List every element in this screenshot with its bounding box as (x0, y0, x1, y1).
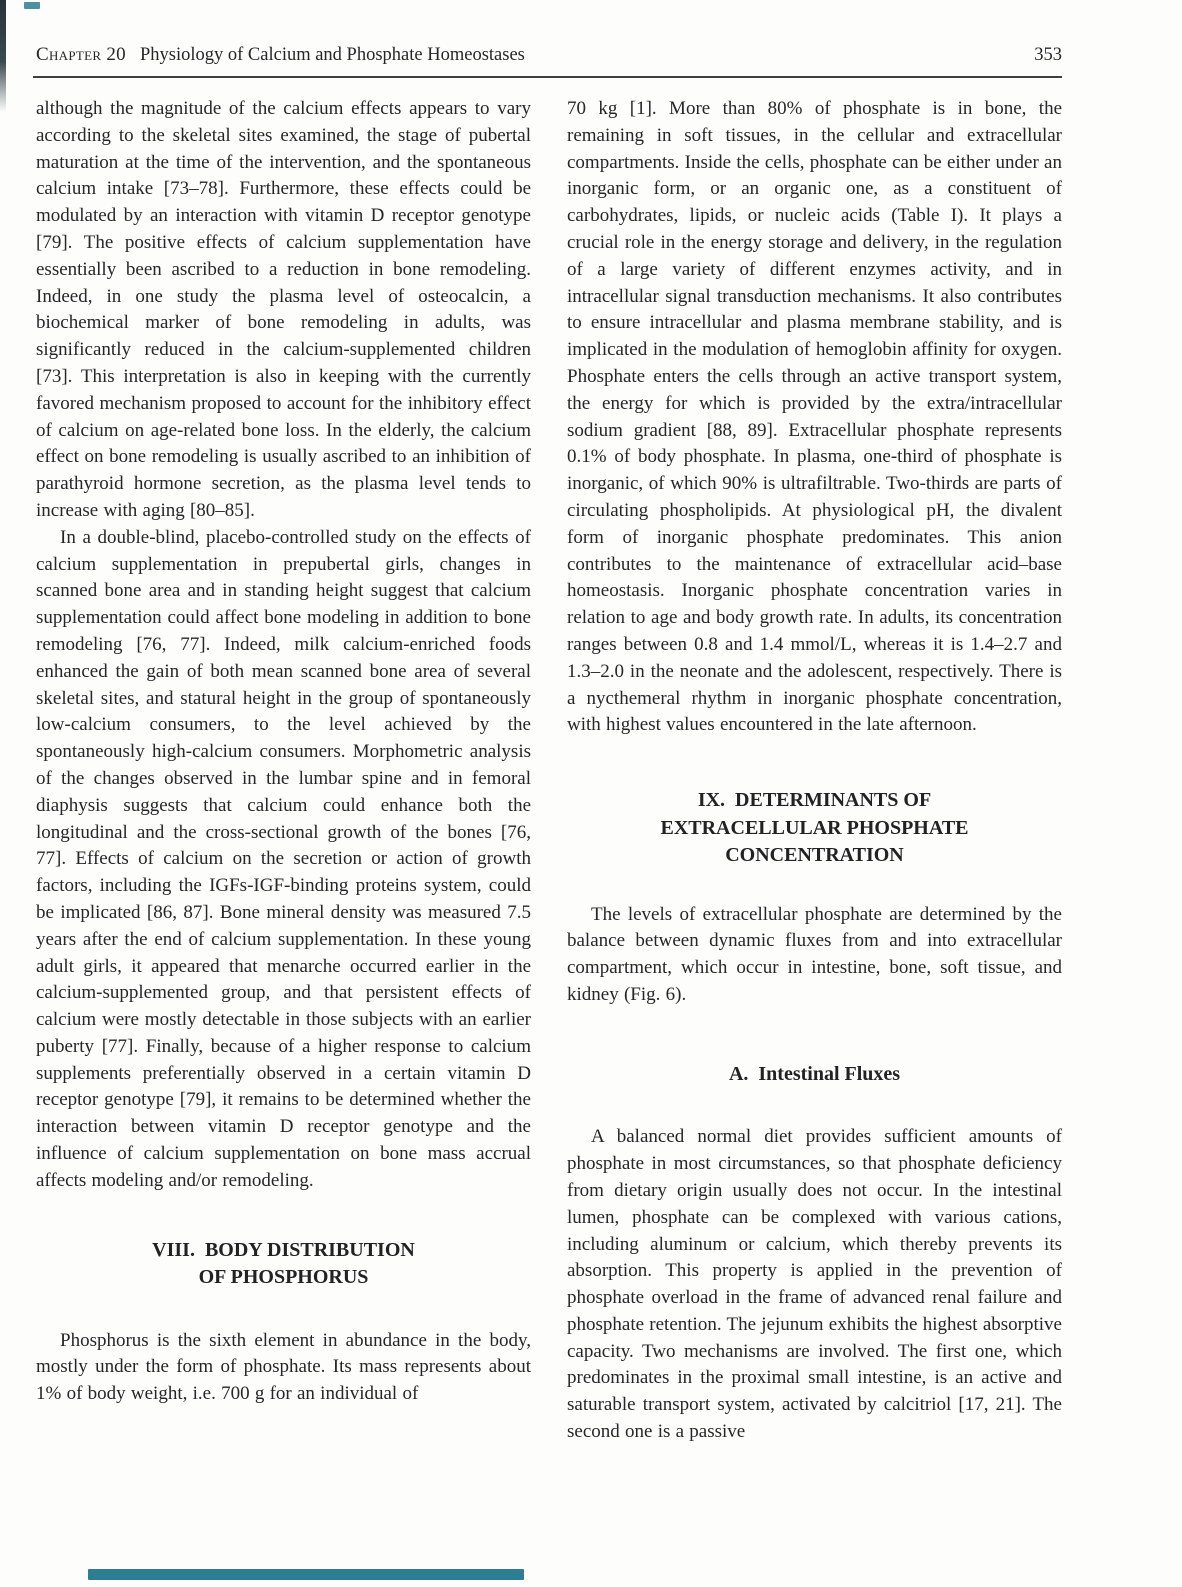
page-number: 353 (1034, 45, 1062, 65)
paragraph: 70 kg [1]. More than 80% of phosphate is in bone, the remaining in soft tissues, in the cellular and extracellular compartments. Inside the cells, phosphate can be either under an inorganic form, or an organic one, as a constituent of carbohydrates, lipids, or nucleic acids (Table I). It plays a crucial role in the energy storage and delivery, in the regulation of a large variety of different enzymes activity, and in intracellular signal transduction mechanisms. It also contributes to ensure intracellular and plasma membrane stability, and is implicated in the modulation of hemoglobin affinity for oxygen. Phosphate enters the cells through an active transport system, the energy for which is provided by the extra/intracellular sodium gradient [88, 89]. Extracellular phosphate represents 0.1% of body phosphate. In plasma, one-third of phosphate is inorganic, of which 90% is ultrafiltrable. Two-thirds are parts of circulating phospholipids. At physiological pH, the divalent form of inorganic phosphate predominates. This anion contributes to the maintenance of extracellular acid–base homeostasis. Inorganic phosphate concentration varies in relation to age and body growth rate. In adults, its concentration ranges between 0.8 and 1.4 mmol/L, whereas it is 1.4–2.7 and 1.3–2.0 in the neonate and the adolescent, respectively. There is a nycthemeral rhythm in inorganic phosphate concentration, with highest values encountered in the late afternoon. (567, 98, 1062, 736)
section-heading-ix (567, 787, 1062, 870)
paragraph: In a double-blind, placebo-controlled study on the effects of calcium supplementation in prepubertal girls, changes in scanned bone area and in standing height suggest that calcium supplementation could affect bone modeling in addition to bone remodeling [76, 77]. Indeed, milk calcium-enriched foods enhanced the gain of both mean scanned bone area of several skeletal sites, and statural height in the group of spontaneously low-calcium consumers, to the level achieved by the spontaneously high-calcium consumers. Morphometric analysis of the changes observed in the lumbar spine and in femoral diaphysis suggests that calcium could enhance both the longitudinal and the cross-sectional growth of the bones [76, 77]. Effects of calcium on the secretion or action of growth factors, including the IGFs-IGF-binding proteins system, could be implicated [86, 87]. Bone mineral density was measured 7.5 years after the end of calcium supplementation. In these young adult girls, it appeared that menarche occurred earlier in the calcium-supplemented group, and that persistent effects of calcium were mostly detectable in those subjects with an earlier puberty [77]. Finally, because of a higher response to calcium supplements preferentially observed in a certain vitamin D receptor genotype [79], it remains to be determined whether the interaction between vitamin D receptor genotype and the influence of calcium supplementation on bone mass accrual affects modeling and/or remodeling. (36, 526, 531, 1191)
section-heading-viii (36, 1237, 531, 1292)
section-heading-line: OF PHOSPHORUS (198, 1266, 369, 1289)
section-heading-line: VIII. BODY DISTRIBUTION (152, 1238, 415, 1261)
text-columns (36, 96, 1062, 1446)
subsection-heading-a: A. Intestinal Fluxes (728, 1062, 901, 1085)
section-heading-line: IX. DETERMINANTS OF (697, 789, 932, 812)
left-column (36, 96, 531, 1446)
chapter-title: Physiology of Calcium and Phosphate Homeostases (139, 45, 525, 65)
running-header-title (36, 44, 525, 66)
scan-edge-artifact (0, 0, 6, 112)
paragraph: Phosphorus is the sixth element in abundance in the body, mostly under the form of phosphate. Its mass represents about 1% of body weight, i.e. 700 g for an individual of (36, 1329, 531, 1405)
chapter-label: Chapter 20 (36, 44, 126, 65)
paragraph: although the magnitude of the calcium effects appears to vary according to the skeletal sites examined, the stage of pubertal maturation at the time of the intervention, and the spontaneous calcium intake [73–78]. Furthermore, these effects could be modulated by an interaction with vitamin D receptor genotype [79]. The positive effects of calcium supplementation have essentially been ascribed to a reduction in bone remodeling. Indeed, in one study the plasma level of osteocalcin, a biochemical marker of bone remodeling in adults, was significantly reduced in the calcium-supplemented children [73]. This interpretation is also in keeping with the currently favored mechanism proposed to account for the inhibitory effect of calcium on age-related bone loss. In the elderly, the calcium effect on bone remodeling is usually ascribed to an inhibition of parathyroid hormone secretion, as the plasma level tends to increase with aging [80–85]. (36, 98, 531, 521)
paragraph: The levels of extracellular phosphate are determined by the balance between dynamic fluxes from and into extracellular compartment, which occur in intestine, bone, soft tissue, and kidney (Fig. 6). (567, 903, 1062, 1006)
scan-corner-artifact (24, 2, 40, 9)
scan-bottom-bar-artifact (88, 1569, 524, 1580)
header-rule (33, 76, 1062, 78)
section-heading-line: EXTRACELLULAR PHOSPHATE (660, 816, 969, 839)
running-header (36, 44, 1062, 66)
right-column (567, 96, 1062, 1446)
paragraph: A balanced normal diet provides sufficient amounts of phosphate in most circumstances, so that phosphate deficiency from dietary origin usually does not occur. In the intestinal lumen, phosphate can be complexed with various cations, including aluminum or calcium, which thereby prevents its absorption. This property is applied in the prevention of phosphate overload in the frame of advanced renal failure and phosphate retention. The jejunum exhibits the highest absorptive capacity. Two mechanisms are involved. The first one, which predominates in the proximal small intestine, is an active and saturable transport system, activated by calcitriol [17, 21]. The second one is a passive (567, 1126, 1062, 1443)
section-heading-line: CONCENTRATION (725, 844, 904, 867)
